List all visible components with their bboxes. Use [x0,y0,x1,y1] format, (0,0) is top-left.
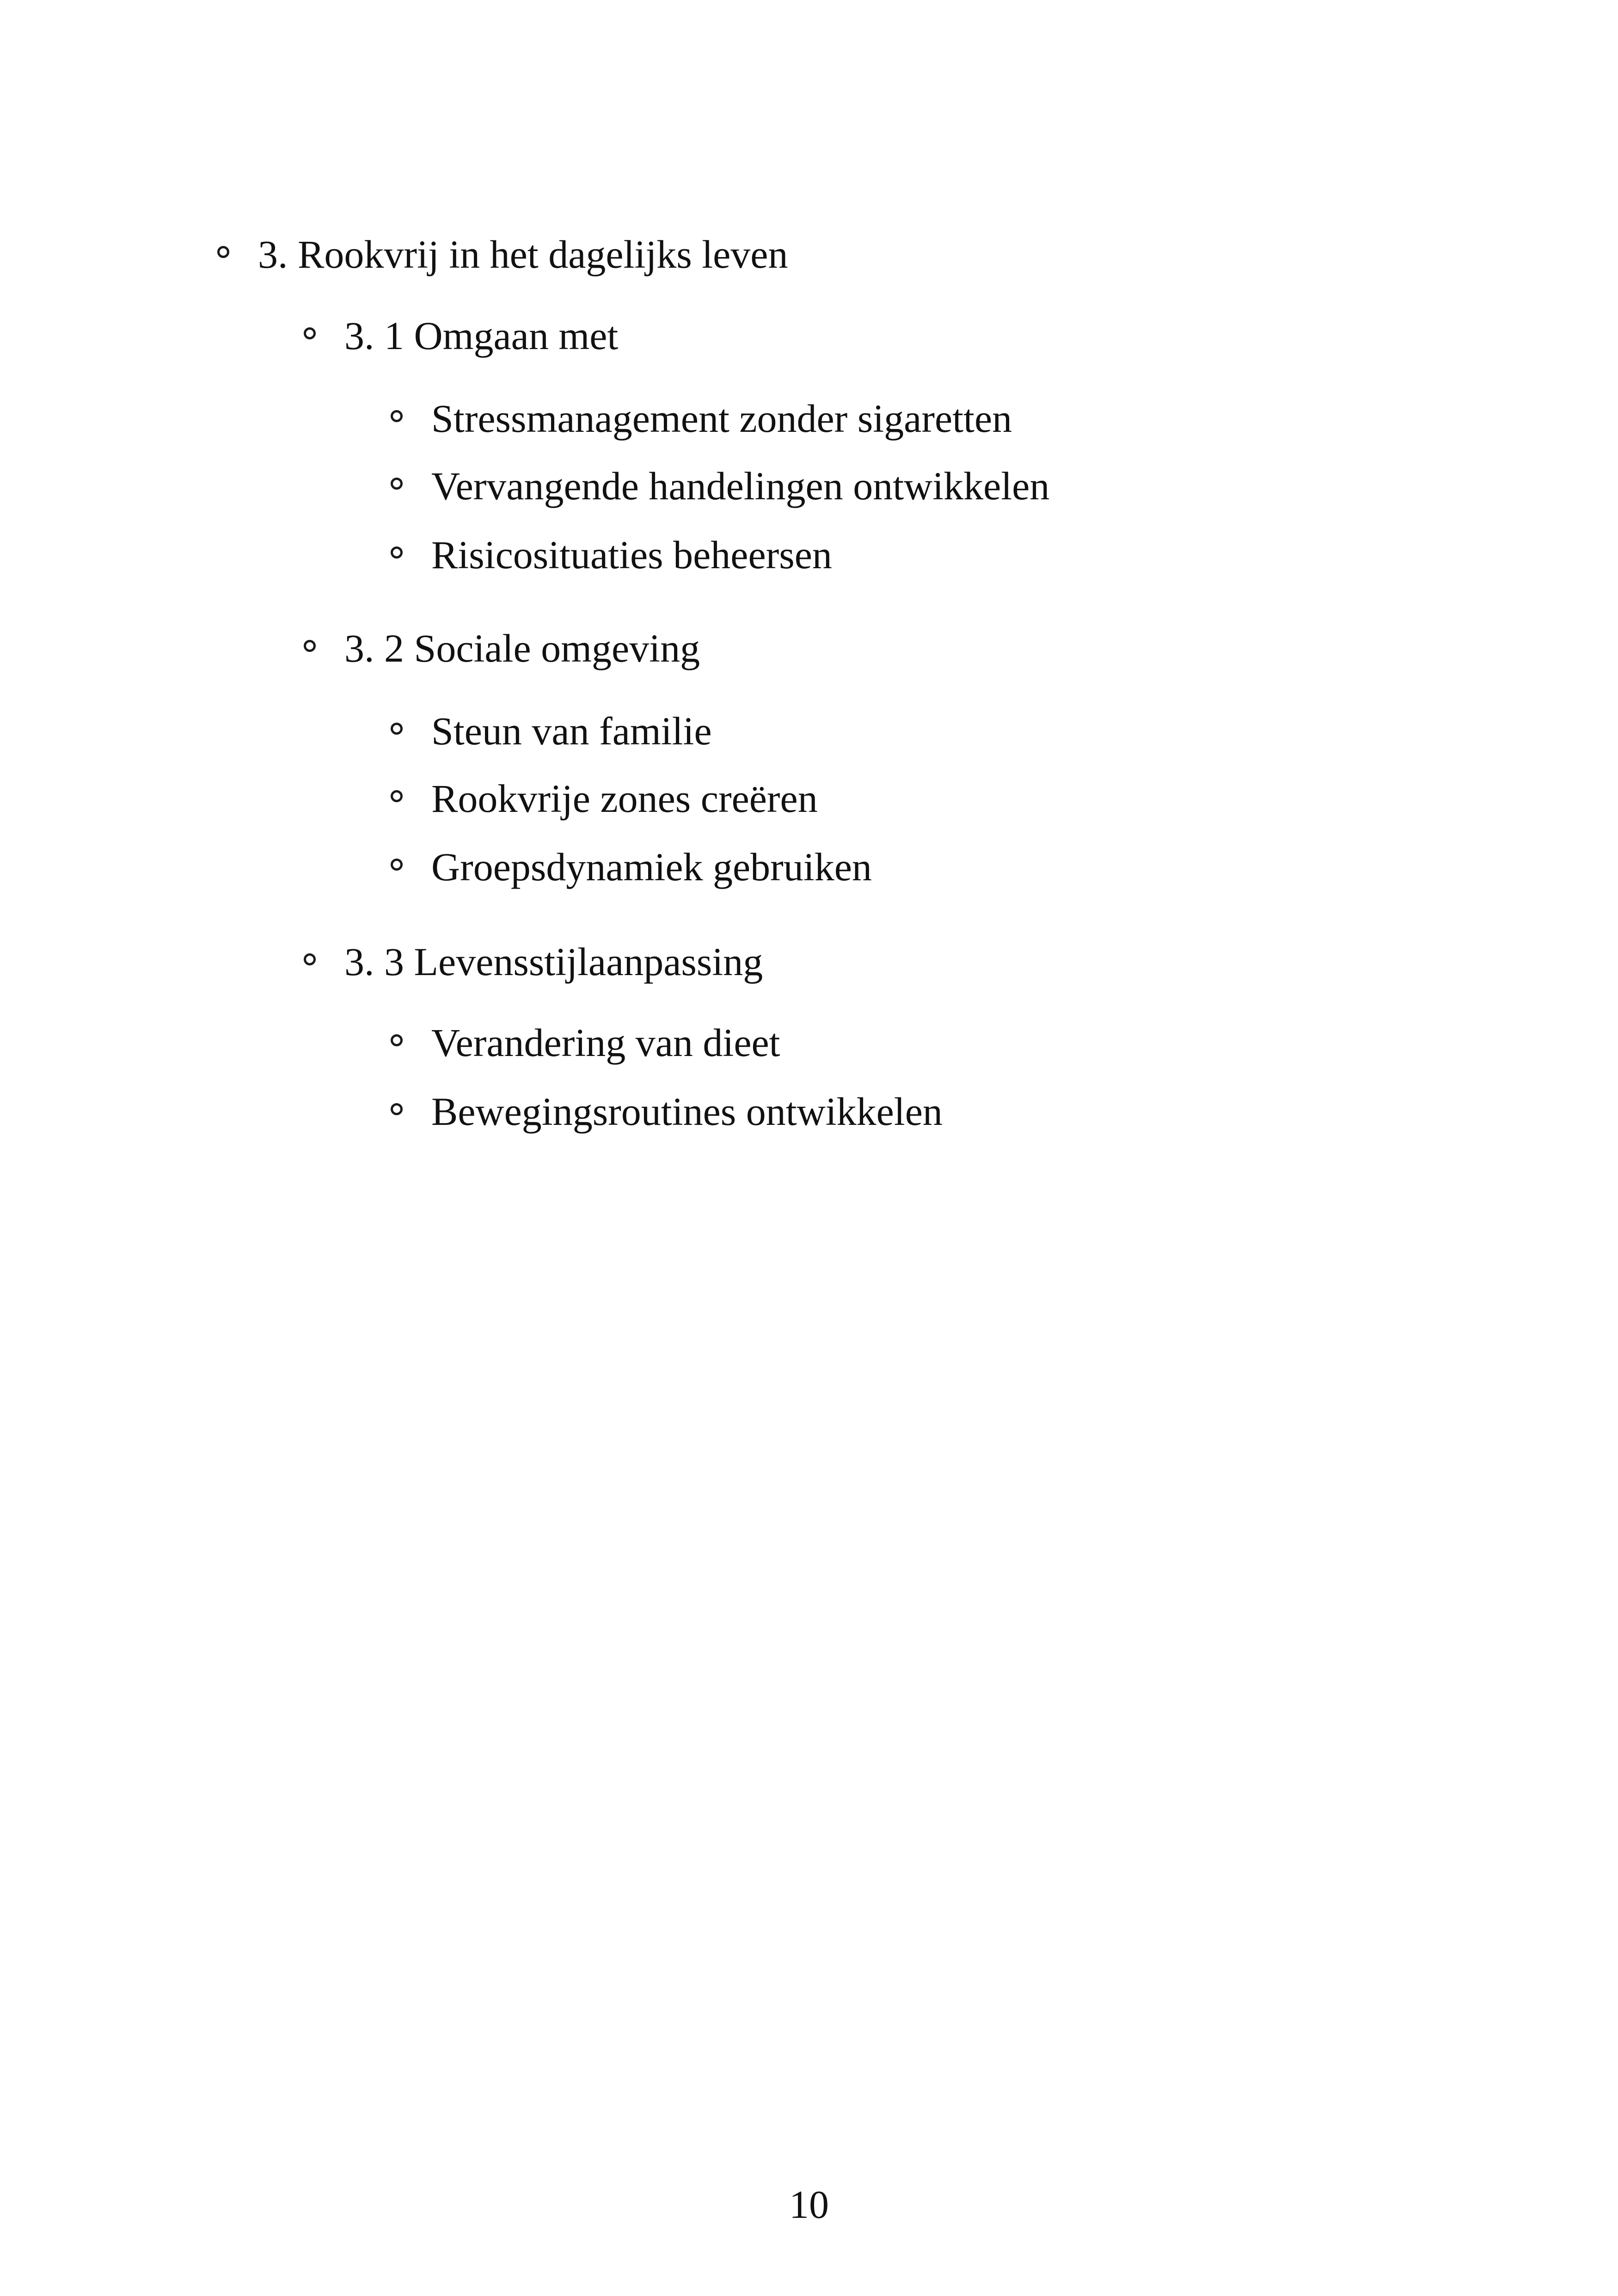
list-item-label: Vervangende handelingen ontwikkelen [431,464,1050,508]
hollow-bullet-icon [391,859,403,871]
outline-heading-label: 3. Rookvrij in het dagelijks leven [258,232,788,276]
list-item-label: Risicosituaties beheersen [431,533,832,577]
hollow-bullet-icon [304,327,316,339]
hollow-bullet-icon [391,410,403,422]
section-title-label: 3. 2 Sociale omgeving [344,626,700,670]
hollow-bullet-icon [391,723,403,735]
hollow-bullet-icon [217,246,229,258]
hollow-bullet-icon [391,478,403,490]
list-item-label: Groepsdynamiek gebruiken [431,845,872,889]
list-item-label: Stressmanagement zonder sigaretten [431,396,1012,441]
section-title-label: 3. 1 Omgaan met [344,313,619,358]
hollow-bullet-icon [304,640,316,652]
page-number: 10 [789,2182,829,2227]
hollow-bullet-icon [391,1034,403,1046]
section-title-label: 3. 3 Levensstijlaanpassing [344,939,763,984]
hollow-bullet-icon [391,546,403,559]
list-item-label: Steun van familie [431,709,712,753]
list-item-label: Verandering van dieet [431,1020,780,1065]
list-item-label: Rookvrije zones creëren [431,776,818,821]
list-item-label: Bewegingsroutines ontwikkelen [431,1089,943,1134]
hollow-bullet-icon [304,953,316,965]
hollow-bullet-icon [391,1103,403,1115]
hollow-bullet-icon [391,790,403,802]
